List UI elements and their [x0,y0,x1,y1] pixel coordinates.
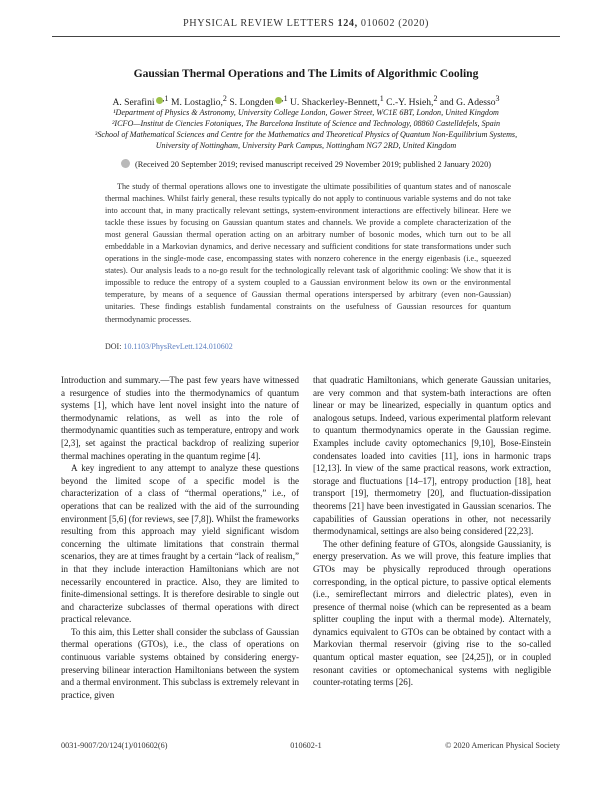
body-paragraph: The other defining feature of GTOs, alongside Gaussianity, is energy preservation. As we will prove, this feature implies that GTOs may be physically reproduced through operations corresponding, in the optical picture, to passive optical elements (i.e., semireflectant mirrors and dielectric plates), even in presence of thermal noise (which can be represented as a beam splitter coupling the input with a thermal mode). Alternately, dynamics equivalent to GTOs can be obtained by contact with a Markovian thermal reservoir (giving rise to the so-called quantum optical master equation, see [24,25]), or in coupled resonant cavities or optomechanical systems with negligible counter-rotating terms [26]. [313,538,551,688]
body-paragraph: that quadratic Hamiltonians, which generate Gaussian unitaries, are very common and that system-bath interactions are often linear or may be linearized, especially in quantum optics and analogous setups. Indeed, various experimental platform relevant to quantum thermodynamics operate in the Gaussian regime. Examples include cavity optomechanics [9,10], Bose-Einstein condensates loaded into cavities [11], ions in harmonic traps [12,13]. In view of the same practical reasons, work extraction, storage and fluctuations [14–17], entropy production [18], heat transport [19], thermometry [20], and fluctuation-dissipation theorems [21] have been investigated in Gaussian scenarios. The capabilities of Gaussian operations in other, not necessarily thermodynamical, settings are also being considered [22,23]. [313,375,551,537]
author-name[interactable]: U. Shackerley-Bennett, [289,97,380,109]
author-name[interactable]: M. Lostaglio, [170,97,223,109]
paper-title: Gaussian Thermal Operations and The Limits of Algorithmic Cooling [133,67,479,80]
author-name[interactable]: A. Serafini [112,97,155,109]
author-name[interactable]: C.-Y. Hsieh, [386,97,434,109]
footer-page-number: 010602-1 [290,741,322,750]
body-paragraph: A key ingredient to any attempt to analyze these questions beyond the limited scope of a specific model is the characterization of a class of “thermal operations,” i.e., of operations that can be realized with the aid of the surrounding environment [5,6] (for reviews, see [7,8]). Whilst the frameworks resulting from this approach may yield significant wisdom concerning the ultimate limitations that constrain thermal scenarios, they are at times fraught by a certain “lack of realism,” in that they include interaction Hamiltonians which are not necessarily encountered in practice. Also, they are limited to finite-dimensional settings. It is therefore desirable to single out and characterize subclasses of thermal operations with direct practical relevance. [61,463,299,625]
body-column-left [61,374,299,701]
orcid-icon[interactable] [275,97,282,104]
body-column-right [313,374,551,689]
footer-copyright: © 2020 American Physical Society [445,741,560,750]
author-list [40,94,572,108]
author-affiliation-mark: ,1 [162,94,169,103]
received-dates [40,159,572,169]
author-affiliation-mark: ,1 [281,94,288,103]
received-text: (Received 20 September 2019; revised manuscript received 29 November 2019; published 2 January 2020) [135,160,491,169]
crossmark-icon[interactable] [121,159,130,168]
author-affiliation-mark: 2 [222,94,227,103]
author-affiliation-mark: 2 [433,94,438,103]
affiliation-1: ¹Department of Physics & Astronomy, University College London, Gower Street, WC1E 6BT, London, United Kingdom [113,108,499,117]
journal-volume: 124, [337,18,358,29]
author-name[interactable]: S. Longden [229,97,274,109]
doi-line [105,342,233,351]
body-paragraph: Introduction and summary.—The past few years have witnessed a resurgence of studies into the thermodynamics of quantum systems [1], which have lent novel insight into the nature of thermodynamic relations, as well as into the role of thermodynamic quantities such as temperature, entropy and work [2,3], set against the practical backdrop of realizing superior thermal machines operating in the quantum regime [4]. [61,375,299,461]
abstract: The study of thermal operations allows one to investigate the ultimate possibilities of quantum states and of nanoscale thermal machines. Whilst fairly general, these results typically do not apply to continuous variable systems and do not take into account that, in many practically relevant settings, system-environment interactions are effectively bilinear. Here we tackle these issues by focusing on Gaussian quantum states and channels. We provide a complete characterization of the most general Gaussian thermal operation acting on an arbitrary number of bosonic modes, which turn out to be all embeddable in a Markovian dynamics, and derive necessary and sufficient conditions for state transformations under such operations in the single-mode case, encompassing states with nonzero coherence in the energy eigenbasis (i.e., squeezed states). Our analysis leads to a no-go result for the technologically relevant task of algorithmic cooling: We show that it is impossible to reduce the entropy of a system coupled to a Gaussian environment below its own or the environmental temperature, by means of a sequence of Gaussian thermal operations interspersed by arbitrary (even non-Gaussian) unitaries. These findings establish fundamental constraints on the usefulness of Gaussian resources for quantum thermodynamic processes. [105,182,511,324]
author-name[interactable]: and G. Adesso [439,97,496,109]
author-affiliation-mark: 1 [379,94,384,103]
footer-issn: 0031-9007/20/124(1)/010602(6) [61,741,168,750]
affiliation-3: ³School of Mathematical Sciences and Centre for the Mathematics and Theoretical Physics of Quantum Non-Equilibrium Systems, [94,130,518,139]
doi-link[interactable]: 10.1103/PhysRevLett.124.010602 [123,342,233,351]
journal-name: PHYSICAL REVIEW LETTERS [183,18,335,29]
journal-running-header [0,18,612,29]
header-rule [52,36,560,37]
orcid-icon[interactable] [156,97,163,104]
body-paragraph: To this aim, this Letter shall consider the subclass of Gaussian thermal operations (GTOs), i.e., the class of operations on continuous variable systems obtained by considering energy-preserving bilinear interaction Hamiltonians between the system and a thermal environment. This subclass is extremely relevant in practice, given [61,626,299,700]
journal-citation: 010602 (2020) [360,18,429,29]
affiliation-3-continued: University of Nottingham, University Park Campus, Nottingham NG7 2RD, United Kingdom [155,141,457,150]
author-affiliation-mark: 3 [495,94,500,103]
affiliation-2: ²ICFO—Institut de Ciencies Fotoniques, The Barcelona Institute of Science and Technology, 08860 Castelldefels, Spain [111,119,501,128]
doi-label: DOI: [105,342,122,351]
